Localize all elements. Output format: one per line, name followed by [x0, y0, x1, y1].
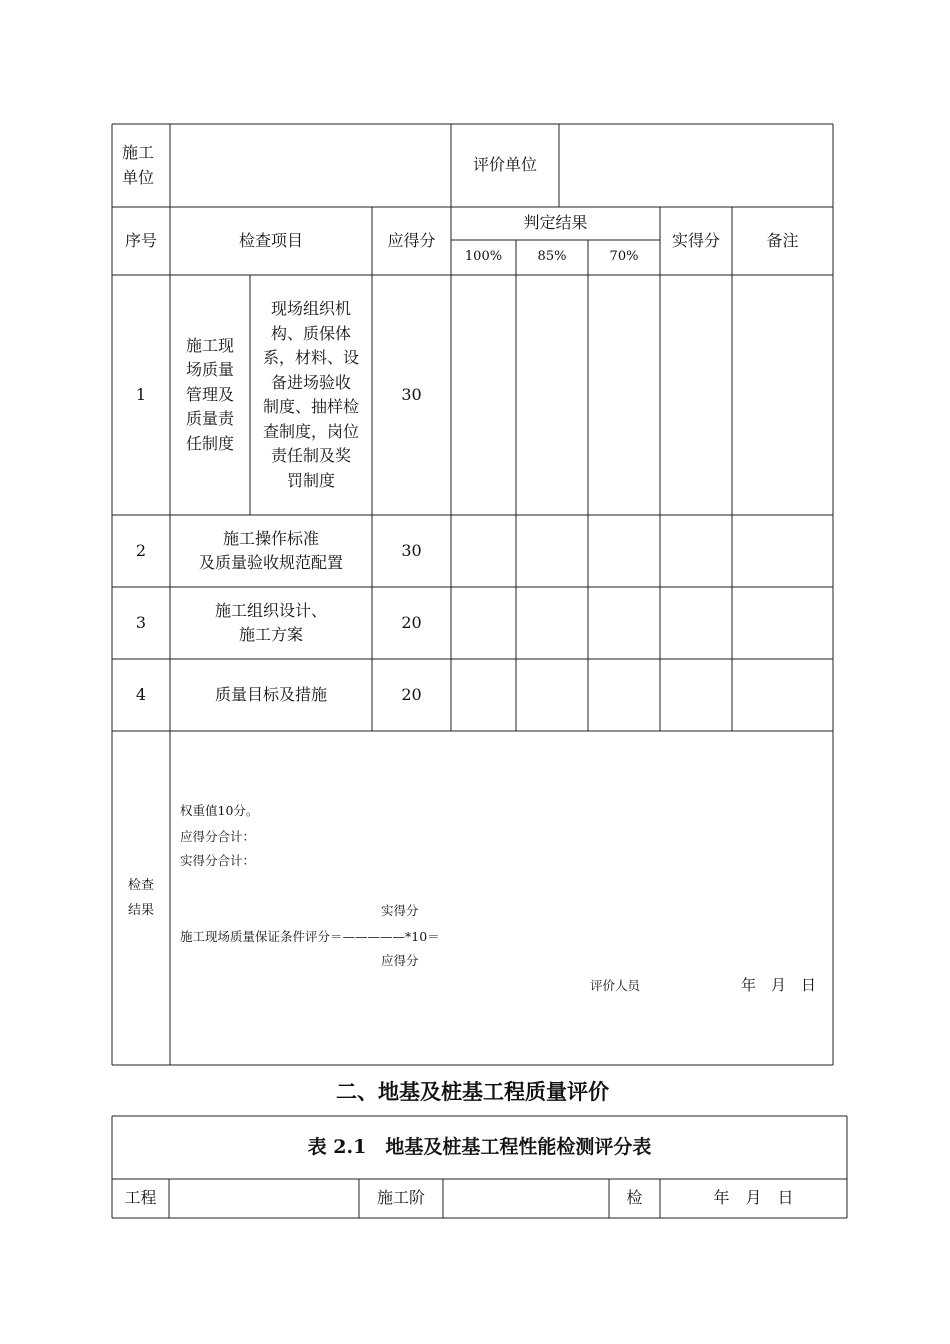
row-3-item: 施工组织设计、 施工方案 — [214, 600, 327, 644]
evaluator-label: 评价人员 — [590, 978, 641, 993]
actual-total-text: 实得分合计： — [180, 853, 256, 868]
row-3-score: 20 — [401, 612, 422, 632]
project-label: 工程 — [124, 1188, 157, 1208]
project-value[interactable] — [169, 1179, 359, 1218]
row-1-score: 30 — [401, 384, 422, 404]
construction-unit-value[interactable] — [170, 124, 451, 207]
evaluation-date: 年 月 日 — [741, 976, 817, 994]
eval-unit-label: 评价单位 — [472, 155, 537, 175]
row-4-seq: 4 — [135, 684, 147, 704]
header-85-percent: 85% — [537, 249, 567, 265]
row-2-item: 施工操作标准 及质量验收规范配置 — [198, 528, 343, 572]
header-should-score: 应得分 — [387, 230, 436, 250]
eval-unit-value[interactable] — [559, 124, 833, 207]
row-1-item: 现场组织机 构、质保体 系，材料、设 备进场验收 制度、抽样检 查制度，岗位 责任制及奖 罚制度 — [262, 299, 359, 490]
row-4-item: 质量目标及措施 — [214, 684, 327, 704]
construction-unit-label: 施工 单位 — [122, 143, 155, 187]
stage-label: 施工阶 — [376, 1188, 425, 1208]
row-2-score: 30 — [401, 540, 422, 560]
check-date: 年 月 日 — [713, 1188, 794, 1208]
stage-value[interactable] — [443, 1179, 609, 1218]
row-2-seq: 2 — [135, 540, 147, 560]
header-remark: 备注 — [766, 230, 799, 250]
header-check-item: 检查项目 — [238, 230, 303, 250]
formula-denominator: 应得分 — [381, 953, 419, 968]
header-70-percent: 70% — [609, 249, 639, 265]
row-4-score: 20 — [401, 684, 422, 704]
formula-numerator: 实得分 — [381, 903, 419, 918]
result-label: 检查 结果 — [127, 878, 154, 918]
section-title: 二、地基及桩基工程质量评价 — [336, 1079, 609, 1104]
row-1-seq: 1 — [135, 384, 147, 404]
table-2-title: 表 2.1 地基及桩基工程性能检测评分表 — [307, 1136, 652, 1159]
header-100-percent: 100% — [464, 249, 503, 265]
header-seq: 序号 — [124, 230, 157, 250]
header-judgement: 判定结果 — [523, 213, 588, 233]
weight-text: 权重值10分。 — [180, 803, 259, 818]
check-label: 检 — [626, 1188, 643, 1208]
row-3-seq: 3 — [135, 612, 147, 632]
should-total-text: 应得分合计： — [180, 829, 256, 844]
row-1-category: 施工现 场质量 管理及 质量责 任制度 — [185, 335, 234, 453]
header-actual-score: 实得分 — [671, 230, 720, 250]
formula-text: 施工现场质量保证条件评分＝—————*10＝ — [180, 929, 440, 944]
